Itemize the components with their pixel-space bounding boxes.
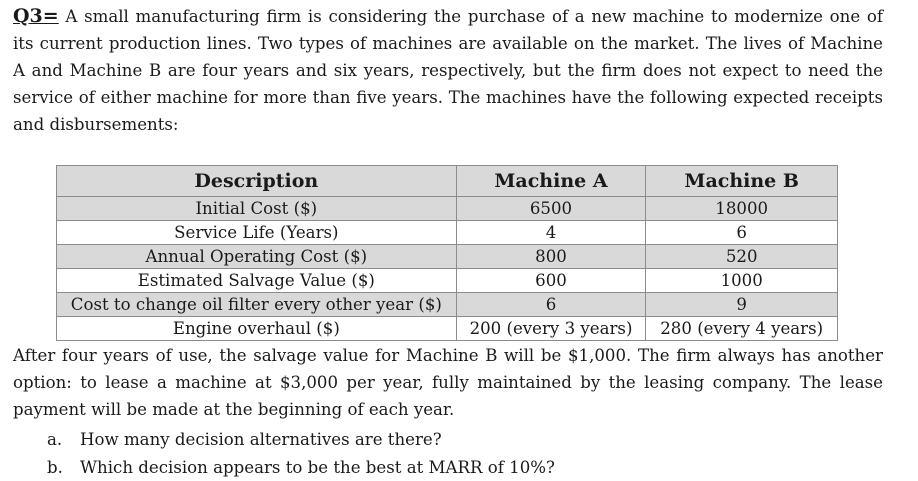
row-machine-b-value: 1000 bbox=[646, 269, 838, 293]
sub-question-label: b. bbox=[47, 458, 63, 477]
header-machine-b: Machine B bbox=[646, 166, 838, 197]
row-description: Engine overhaul ($) bbox=[57, 317, 457, 341]
header-machine-a: Machine A bbox=[456, 166, 646, 197]
row-machine-a-value: 6 bbox=[456, 293, 646, 317]
intro-line: its current production lines. Two types of machines are available on the market. The lives of Machine bbox=[13, 34, 883, 53]
header-description: Description bbox=[57, 166, 457, 197]
row-description: Annual Operating Cost ($) bbox=[57, 245, 457, 269]
row-machine-b-value: 520 bbox=[646, 245, 838, 269]
machine-comparison-table bbox=[56, 165, 838, 341]
sub-question-text: Which decision appears to be the best at MARR of 10%? bbox=[80, 458, 555, 477]
sub-question-label: a. bbox=[47, 430, 63, 449]
paragraph-line: After four years of use, the salvage value for Machine B will be $1,000. The firm always has another bbox=[13, 346, 883, 365]
sub-question-a bbox=[47, 426, 442, 453]
row-machine-a-value: 6500 bbox=[456, 197, 646, 221]
row-machine-a-value: 600 bbox=[456, 269, 646, 293]
row-machine-a-value: 4 bbox=[456, 221, 646, 245]
row-description: Estimated Salvage Value ($) bbox=[57, 269, 457, 293]
table-row bbox=[57, 293, 838, 317]
intro-line: Q3= A small manufacturing firm is considering the purchase of a new machine to modernize one of bbox=[13, 5, 883, 27]
table-row bbox=[57, 269, 838, 293]
row-machine-b-value: 6 bbox=[646, 221, 838, 245]
row-description: Initial Cost ($) bbox=[57, 197, 457, 221]
table-row bbox=[57, 245, 838, 269]
intro-line: A and Machine B are four years and six years, respectively, but the firm does not expect to need the bbox=[13, 61, 883, 80]
table-row bbox=[57, 317, 838, 341]
row-description: Service Life (Years) bbox=[57, 221, 457, 245]
row-machine-b-value: 9 bbox=[646, 293, 838, 317]
row-machine-a-value: 800 bbox=[456, 245, 646, 269]
paragraph-line: payment will be made at the beginning of each year. bbox=[13, 400, 455, 419]
sub-question-b bbox=[47, 454, 555, 481]
lease-option-paragraph bbox=[13, 342, 883, 423]
question-number: Q3= bbox=[13, 5, 59, 27]
paragraph-line: option: to lease a machine at $3,000 per year, fully maintained by the leasing company. The lease bbox=[13, 373, 883, 392]
table-row bbox=[57, 221, 838, 245]
question-intro bbox=[13, 3, 883, 138]
table-header-row bbox=[57, 166, 838, 197]
table-row bbox=[57, 197, 838, 221]
intro-line: and disbursements: bbox=[13, 115, 179, 134]
row-machine-b-value: 280 (every 4 years) bbox=[646, 317, 838, 341]
row-description: Cost to change oil filter every other year ($) bbox=[57, 293, 457, 317]
sub-question-text: How many decision alternatives are there? bbox=[80, 430, 442, 449]
row-machine-a-value: 200 (every 3 years) bbox=[456, 317, 646, 341]
row-machine-b-value: 18000 bbox=[646, 197, 838, 221]
intro-line: service of either machine for more than five years. The machines have the following expected receipts bbox=[13, 88, 883, 107]
